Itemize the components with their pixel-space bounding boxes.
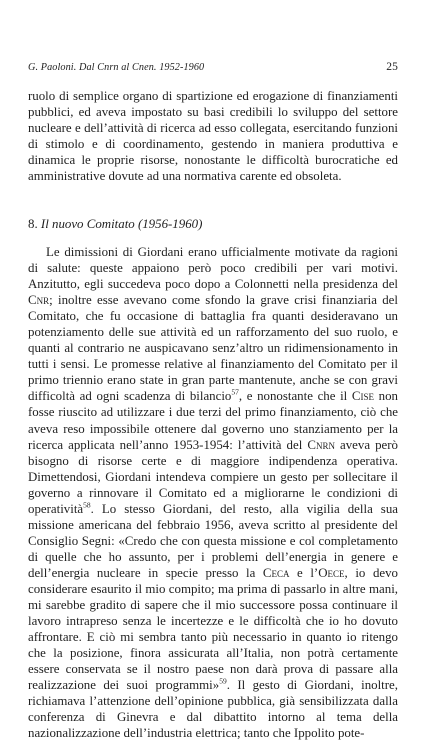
paragraph-1-text: ruolo di semplice organo di spartizione ed erogazione di finanziamenti pubblici, ed aveva impostato su basi credibili lo sviluppo del settore nucleare e dell’attività di ricerca ad esso collegata, esercitando funzioni di stimolo e di coordinamento, gestendo in maniera produttiva e dinamica le proprie risorse, nonostante le difficoltà burocratiche ed amministrative dovute ad una normativa carente ed obsoleta. <box>28 89 398 184</box>
text-run: . Il gesto di Giordani, inoltre, richiamava l’attenzione dell’opinione pubblica, già sensibilizzata dalla conferenza di Ginevra e dal dibattito intorno al tema della nazionalizzazione dell’industria elettrica; tanto che Ippolito pote- <box>28 678 398 741</box>
abbr-ceca: Ceca <box>262 565 290 580</box>
abbr-cnrn: Cnrn <box>307 437 335 452</box>
paragraph-2 <box>28 244 398 741</box>
text-run: ; inoltre esse avevano come sfondo la grave crisi finanziaria del Comitato, che fu occasione di battaglia fra quanti desideravano un potenziamento delle sue attività ed un rafforzamento del suo ruolo, e quanti al contrario ne auspicavano senz’altro un ridimensionamento in tutti i sensi. Le promesse relative al finanziamento del Comitato per il primo triennio erano state in gran parte mantenute, anche se con gravi difficoltà ad ogni scadenza di bilancio <box>28 293 398 404</box>
text-run: e l’ <box>289 565 319 580</box>
abbr-cnr: Cnr <box>28 293 50 308</box>
paragraph-continuation <box>28 88 398 184</box>
paragraph-2-text <box>28 244 398 741</box>
abbr-oece: Oece <box>318 565 345 580</box>
footnote-ref-57: 57 <box>231 388 239 398</box>
running-head <box>28 61 398 77</box>
text-run: Le dimissioni di Giordani erano ufficialmente motivate da ragioni di salute: queste appaiono però poco credibili per vari motivi. Anzitutto, egli succedeva poco dopo a Colonnetti nella presidenza del <box>28 245 398 292</box>
section-number: 8. <box>28 217 38 231</box>
footnote-ref-58: 58 <box>83 500 91 510</box>
section-title: Il nuovo Comitato (1956-1960) <box>40 217 203 231</box>
text-run: , e nonostante che il <box>238 389 352 404</box>
section-heading <box>28 216 202 232</box>
running-head-title: G. Paoloni. Dal Cnrn al Cnen. 1952-1960 <box>28 62 205 73</box>
abbr-cise: Cise <box>351 389 375 404</box>
text-run: , io devo considerare esaurito il mio compito; ma prima di passarlo in altre mani, mi sarebbe gradito di sapere che il mio successore possa continuare il lavoro intrapreso senza le incertezze e le difficoltà che io ho dovuto affrontare. E ciò mi sembra tanto più necessario in quanto io ritengo che la posizione, finora assicurata all’Italia, non potrà certamente essere conservata se il nostro paese non darà prova di passare alla realizzazione dei suoi programmi» <box>28 565 398 693</box>
text-run: . Lo stesso Giordani, del resto, alla vigilia della sua missione americana del febbraio 1956, aveva scritto al presidente del Consiglio Segni: «Credo che con questa missione e col completamento di quelle che ho assunto, per i problemi dell’energia in genere e dell’energia nucleare in specie presso la <box>28 501 398 580</box>
page-number: 25 <box>386 61 398 73</box>
text-run: non fosse riuscito ad utilizzare i due terzi del primo finanziamento, ciò che aveva reso impossibile ottenere dal governo uno stanziamento per la ricerca applicata nell’anno 1953-1954: l’attività del <box>28 389 398 452</box>
text-run: aveva però bisogno di risorse certe e di maggiore indipendenza operativa. Dimettendosi, Giordani intendeva compiere un gesto per sollecitare il governo a rinnovare il Comitato ed a migliorarne le condizioni di operatività <box>28 437 398 516</box>
footnote-ref-59: 59 <box>219 676 227 686</box>
